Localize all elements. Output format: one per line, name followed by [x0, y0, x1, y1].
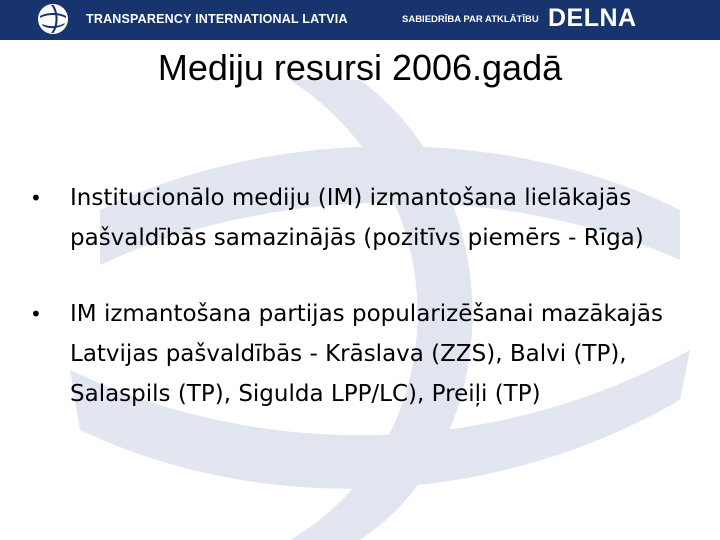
header-bar — [0, 0, 720, 40]
brand-name: DELNA — [548, 4, 637, 32]
slide-title: Mediju resursi 2006.gadā — [157, 47, 563, 88]
bullet-text: IM izmantošana partijas popularizēšanai mazākajās Latvijas pašvaldībās - Krāslava (ZZS), Balvi (TP), Salaspils (TP), Sigulda LPP/LC), Preiļi (TP) — [70, 301, 663, 407]
bullet-item — [30, 294, 680, 414]
bullet-list — [30, 178, 680, 414]
globe-logo-icon — [37, 3, 69, 35]
bullet-item — [30, 178, 680, 258]
organization-tagline: SABIEDRĪBA PAR ATKLĀTĪBU — [402, 14, 539, 25]
bullet-text: Institucionālo mediju (IM) izmantošana lielākajās pašvaldībās samazinājās (pozitīvs piemērs - Rīga) — [70, 185, 644, 251]
organization-name: TRANSPARENCY INTERNATIONAL LATVIA — [86, 12, 348, 26]
bullet-marker: • — [30, 302, 42, 326]
bullet-marker: • — [30, 186, 42, 210]
